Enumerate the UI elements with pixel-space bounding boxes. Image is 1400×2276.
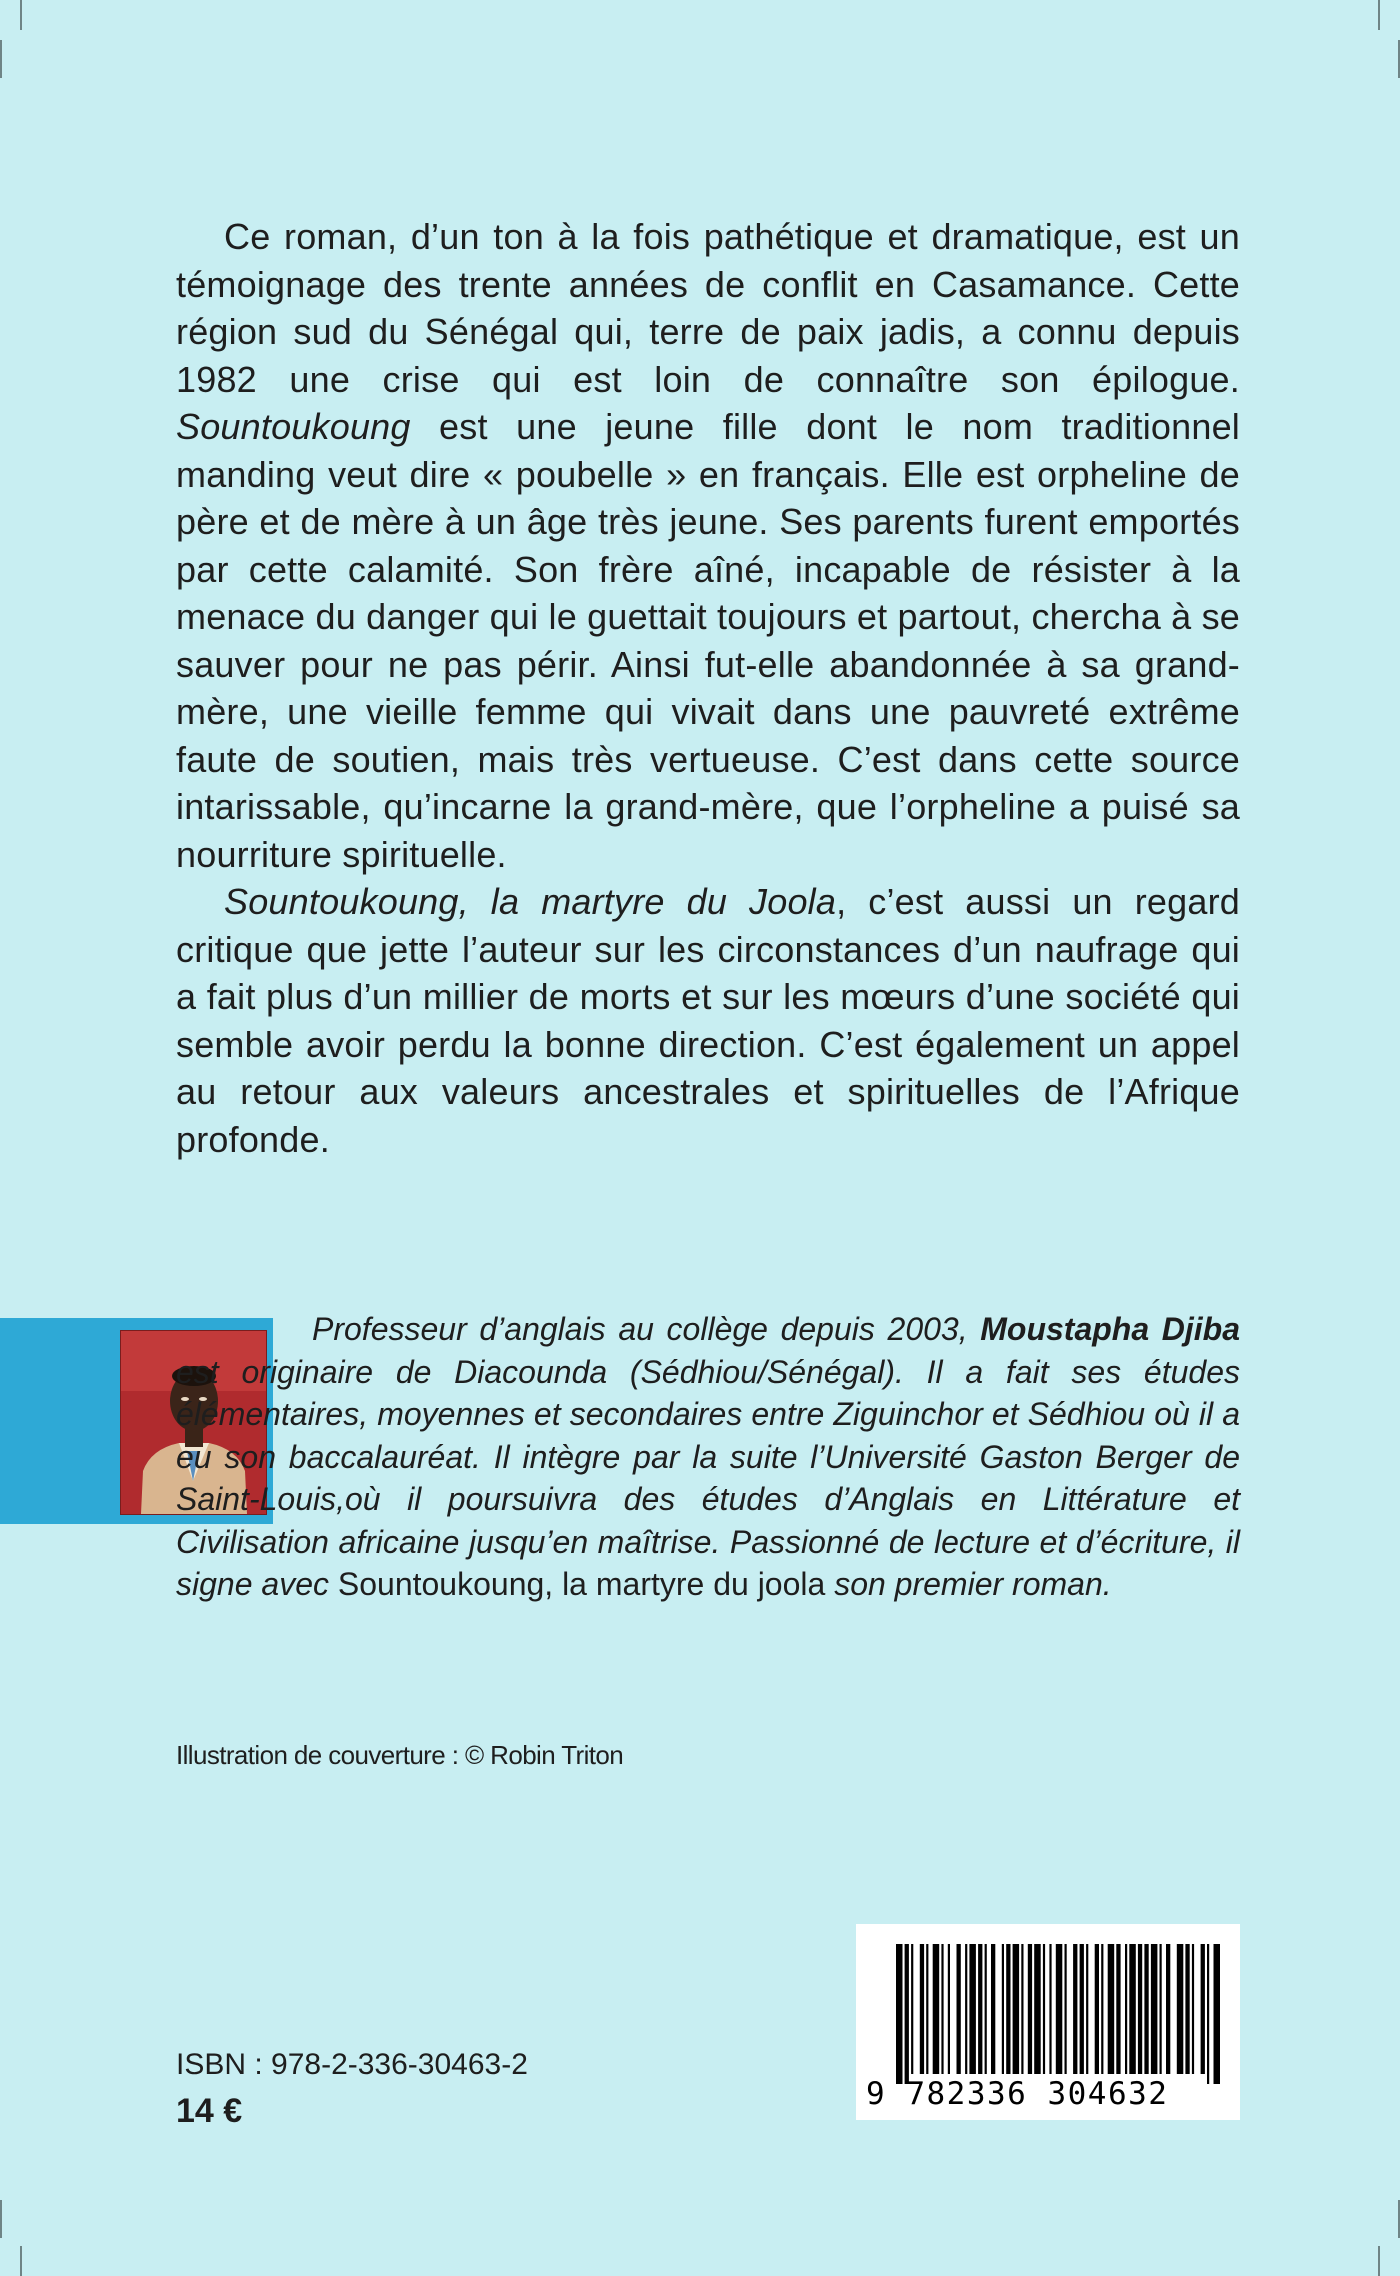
crop-mark-top-left bbox=[20, 0, 22, 30]
barcode-digits: 9 782336 304632 bbox=[866, 2076, 1169, 2112]
barcode-bar bbox=[1056, 1944, 1063, 2074]
bio-part-1: Professeur d’anglais au collège depuis 2003, bbox=[312, 1311, 981, 1347]
barcode-bar bbox=[1028, 1944, 1032, 2074]
barcode-bar bbox=[1138, 1944, 1142, 2074]
book-summary bbox=[176, 213, 1240, 1163]
barcode-bar bbox=[978, 1944, 982, 2074]
author-bio-paragraph bbox=[176, 1308, 1240, 1606]
barcode-bar bbox=[1144, 1944, 1148, 2074]
cover-illustration-credit: Illustration de couverture : © Robin Triton bbox=[176, 1740, 624, 1770]
crop-mark-top-right bbox=[1378, 0, 1380, 30]
barcode-bar bbox=[1192, 1944, 1194, 2074]
barcode-bar bbox=[1129, 1944, 1136, 2074]
crop-mark-left-lower bbox=[0, 2200, 2, 2238]
barcode-bar bbox=[1049, 1944, 1051, 2074]
barcode-bar bbox=[969, 1944, 976, 2074]
barcode-bar bbox=[965, 1944, 967, 2074]
barcode-bar bbox=[911, 1944, 913, 2074]
bio-part-3: son premier roman. bbox=[825, 1566, 1112, 1602]
barcode-bar bbox=[1125, 1944, 1127, 2074]
barcode-bar bbox=[1006, 1944, 1010, 2074]
author-name: Moustapha Djiba bbox=[980, 1311, 1241, 1347]
summary-p2-title: Sountoukoung, la martyre du Joola bbox=[224, 881, 837, 922]
barcode-bar bbox=[1108, 1944, 1115, 2074]
barcode-bar bbox=[991, 1944, 995, 2074]
barcode-bar bbox=[1185, 1944, 1189, 2074]
barcode bbox=[856, 1924, 1240, 2120]
barcode-bar bbox=[941, 1944, 943, 2074]
bio-book-title: Sountoukoung, la martyre du joola bbox=[337, 1566, 826, 1602]
summary-p1-title: Sountoukoung bbox=[176, 406, 411, 447]
book-price: 14 € bbox=[176, 2092, 243, 2130]
barcode-bar bbox=[1207, 1944, 1209, 2084]
barcode-bar bbox=[896, 1944, 903, 2084]
summary-paragraph-2 bbox=[176, 878, 1240, 1163]
barcode-bar bbox=[926, 1944, 928, 2074]
summary-p1-part-a: Ce roman, d’un ton à la fois pathétique et dramatique, est un témoignage des trente années de conflit en Casamance. Cette région sud du Sénégal qui, terre de paix jadis, a connu depuis 1982 une crise qui est loin de connaître son épilogue. bbox=[176, 216, 1240, 400]
barcode-bar bbox=[1116, 1944, 1120, 2074]
barcode-bar bbox=[1086, 1944, 1088, 2074]
barcode-bar bbox=[985, 1944, 987, 2074]
barcode-bar bbox=[1073, 1944, 1077, 2074]
barcode-bar bbox=[1080, 1944, 1084, 2074]
crop-mark-bottom-right bbox=[1378, 2246, 1380, 2276]
barcode-bar bbox=[933, 1944, 940, 2074]
barcode-bar bbox=[1166, 1944, 1170, 2074]
barcode-bar bbox=[1201, 1944, 1205, 2074]
summary-p2-text: , c’est aussi un regard critique que jette l’auteur sur les circonstances d’un naufrage qui a fait plus d’un millier de morts et sur les mœurs d’une société qui semble avoir perdu la bonne direction. C’est également un appel au retour aux valeurs ancestrales et spirituelles de l’Afrique profonde. bbox=[176, 881, 1241, 1160]
summary-paragraph-1 bbox=[176, 213, 1240, 878]
barcode-bar bbox=[1065, 1944, 1067, 2074]
bio-part-2: est originaire de Diacounda (Sédhiou/Sénégal). Il a fait ses études élémentaires, moyennes et secondaires entre Ziguinchor et Sédhiou où il a eu son baccalauréat. Il intègre par la suite l’Université Gaston Berger de Saint-Louis,où il poursuivra des études d’Anglais en Littérature et Civilisation africaine jusqu’en maîtrise. Passionné de lecture et d’écriture, il signe avec bbox=[176, 1353, 1240, 1602]
barcode-bar bbox=[1160, 1944, 1162, 2074]
barcode-bar bbox=[1021, 1944, 1023, 2074]
barcode-bar bbox=[905, 1944, 909, 2084]
author-bio bbox=[176, 1308, 1240, 1606]
barcode-bar bbox=[957, 1944, 961, 2074]
barcode-bar bbox=[1214, 1944, 1221, 2084]
barcode-bar bbox=[1034, 1944, 1041, 2074]
crop-mark-bottom-left bbox=[20, 2246, 22, 2276]
summary-p1-part-b: est une jeune fille dont le nom traditionnel manding veut dire « poubelle » en français. Elle est orpheline de père et de mère à un âge très jeune. Ses parents furent emportés par cette calamité. Son frère aîné, incapable de résister à la menace du danger qui le guettait toujours et partout, chercha à se sauver pour ne pas périr. Ainsi fut-elle abandonnée à sa grand-mère, une vieille femme qui vivait dans une pauvreté extrême faute de soutien, mais très vertueuse. C’est dans cette source intarissable, qu’incarne la grand-mère, que l’orpheline a puisé sa nourriture spirituelle. bbox=[176, 406, 1240, 875]
barcode-bar bbox=[1151, 1944, 1158, 2074]
barcode-bar bbox=[1101, 1944, 1103, 2074]
barcode-bar bbox=[1095, 1944, 1099, 2074]
barcode-bar bbox=[1013, 1944, 1020, 2074]
barcode-bar bbox=[1043, 1944, 1045, 2074]
barcode-bar bbox=[920, 1944, 924, 2074]
barcode-bar bbox=[948, 1944, 950, 2074]
barcode-bar bbox=[1002, 1944, 1004, 2074]
isbn-number: ISBN : 978-2-336-30463-2 bbox=[176, 2048, 528, 2081]
barcode-bar bbox=[1177, 1944, 1184, 2074]
crop-mark-left-upper bbox=[0, 40, 2, 78]
